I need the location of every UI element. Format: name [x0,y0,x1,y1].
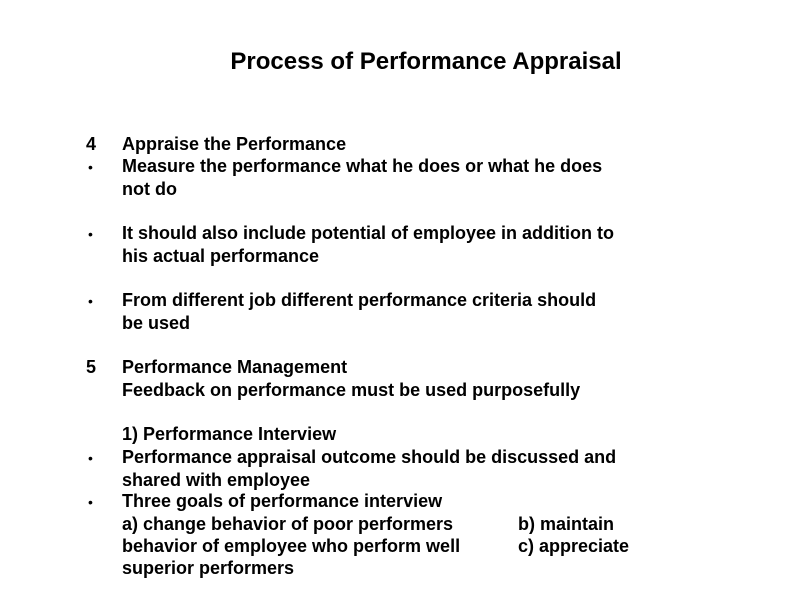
step4-heading: Appraise the Performance [122,134,347,154]
goal-line-3: superior performers [122,558,295,578]
step-number-4: 4 [86,134,97,154]
step5-subheading: Feedback on performance must be used purposefully [122,380,581,400]
goal-line-2: behavior of employee who perform well [122,536,461,556]
bullet-marker: • [88,450,93,466]
step5-bullet-2: Three goals of performance interview [122,491,443,511]
slide-title: Process of Performance Appraisal [230,48,622,75]
step5-heading: Performance Management [122,357,348,377]
goal-b: b) maintain [518,514,615,534]
interview-title: 1) Performance Interview [122,424,337,444]
bullet-marker: • [88,494,93,510]
bullet-marker: • [88,226,93,242]
bullet-marker: • [88,159,93,175]
step4-bullet-2: It should also include potential of employee in addition to his actual performance [122,223,615,266]
step4-bullet-3: From different job different performance criteria should be used [122,290,597,333]
step4-bullet-1: Measure the performance what he does or what he does not do [122,156,603,199]
bullet-marker: • [88,293,93,309]
goal-a: a) change behavior of poor performers [122,514,454,534]
step-number-5: 5 [86,357,97,377]
step5-bullet-1: Performance appraisal outcome should be discussed and shared with employee [122,447,617,490]
goal-c: c) appreciate [518,536,630,556]
